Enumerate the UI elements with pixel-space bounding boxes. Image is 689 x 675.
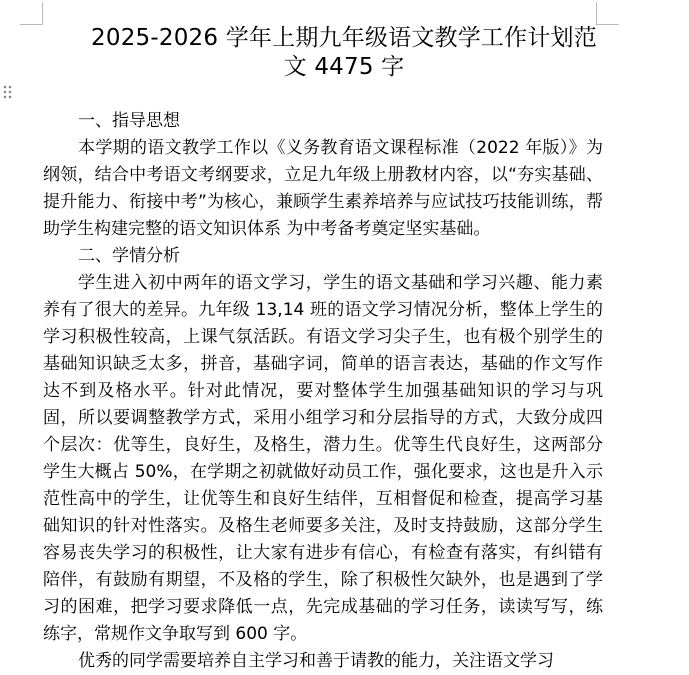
section-1-paragraph: 本学期的语文教学工作以《义务教育语文课程标准（2022 年版）》为纲领，结合中考语文考纲要求，立足九年级上册教材内容，以“夯实基础、提升能力、衔接中考”为核心，兼顾学生素养培养与应试技巧技能训练，帮助学生构建完整的语文知识体系 为中考备考奠定坚实基础。 bbox=[43, 138, 603, 239]
section-2-paragraph-2: 优秀的同学需要培养自主学习和善于请教的能力，关注语文学习 bbox=[78, 651, 554, 671]
page-margin-corner-right bbox=[596, 2, 619, 25]
drag-handle-icon[interactable] bbox=[2, 84, 14, 100]
document-title bbox=[60, 24, 628, 82]
title-line-2: 文 4475 字 bbox=[283, 54, 405, 80]
section-2-heading: 二、学情分析 bbox=[78, 246, 180, 266]
section-2-paragraph-1: 学生进入初中两年的语文学习，学生的语文基础和学习兴趣、能力素养有了很大的差异。九年级 13,14 班的语文学习情况分析，整体上学生的学习积极性较高，上课气氛活跃。有语文学习尖子生，也有极个别学生的基础知识缺乏太多，拼音，基础字词，简单的语言表达，基础的作文写作达不到及格水平。针对此情况，要对整体学生加强基础知识的学习与巩固，所以要调整教学方式，采用小组学习和分层指导的方式，大致分成四个层次：优等生，良好生，及格生，潜力生。优等生代良好生，这两部分学生大概占 50%，在学期之初就做好动员工作，强化要求，这也是升入示范性高中的学生，让优等生和良好生结伴，互相督促和检查，提高学习基础知识的针对性落实。及格生老师要多关注，及时支持鼓励，这部分学生容易丧失学习的积极性，让大家有进步有信心，有检查有落实，有纠错有陪伴，有鼓励有期望，不及格的学生，除了积极性欠缺外，也是遇到了学习的困难，把学习要求降低一点，先完成基础的学习任务，读读写写，练练字，常规作文争取写到 600 字。 bbox=[43, 273, 603, 644]
document-body bbox=[43, 108, 603, 675]
title-line-1: 2025-2026 学年上期九年级语文教学工作计划范 bbox=[91, 25, 597, 51]
section-1-heading: 一、指导思想 bbox=[78, 111, 180, 131]
page-margin-corner-left bbox=[20, 2, 43, 25]
